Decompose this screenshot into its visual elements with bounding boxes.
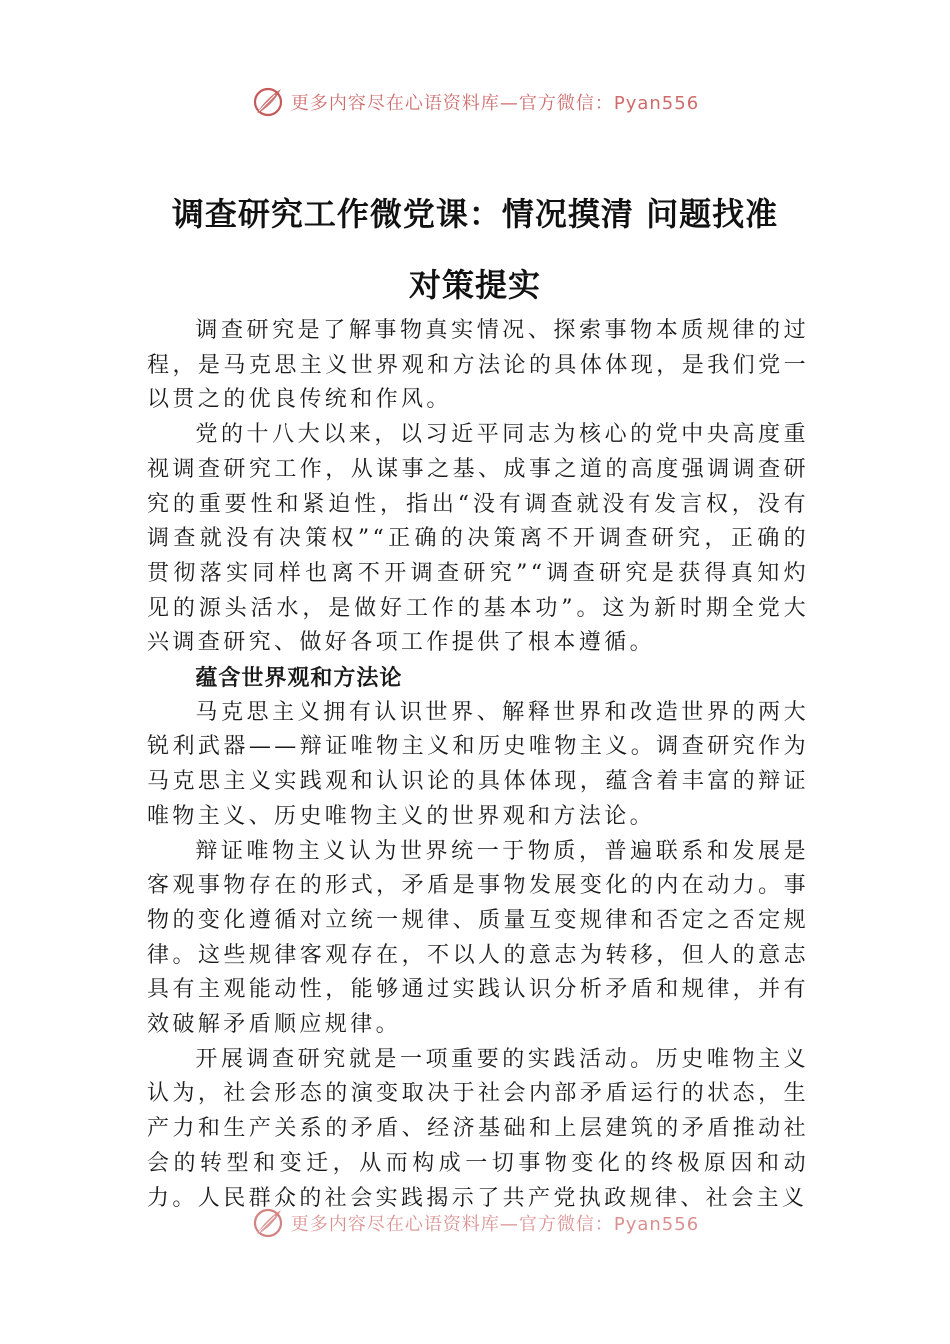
document-title-line-2: 对策提实 [408, 266, 541, 304]
document-title-line-1: 调查研究工作微党课：情况摸清 问题找准 [171, 195, 779, 233]
body-paragraph: 开展调查研究就是一项重要的实践活动。历史唯物主义认为，社会形态的演变取决于社会内部矛盾运行的状态，生产力和生产关系的矛盾、经济基础和上层建筑的矛盾推动社会的转型和变迁，从而构成一切事物变化的终极原因和动力。人民群众的社会实践揭示了共产党执政规律、社会主义 [147, 1046, 809, 1211]
quill-logo-icon [251, 1206, 285, 1240]
body-paragraph: 马克思主义拥有认识世界、解释世界和改造世界的两大锐利武器——辩证唯物主义和历史唯物主义。调查研究作为马克思主义实践观和认识论的具体体现，蕴含着丰富的辩证唯物主义、历史唯物主义的世界观和方法论。 [147, 699, 809, 829]
body-paragraph: 党的十八大以来，以习近平同志为核心的党中央高度重视调查研究工作，从谋事之基、成事之道的高度强调调查研究的重要性和紧迫性，指出“没有调查就没有发言权，没有调查就没有决策权”“正确的决策离不开调查研究，正确的贯彻落实同样也离不开调查研究”“调查研究是获得真知灼见的源头活水，是做好工作的基本功”。这为新时期全党大兴调查研究、做好各项工作提供了根本遵循。 [147, 422, 809, 656]
watermark-text: 更多内容尽在心语资料库—官方微信：Pyan556 [290, 93, 700, 114]
watermark-footer [0, 1203, 950, 1243]
watermark-text: 更多内容尽在心语资料库—官方微信：Pyan556 [290, 1214, 700, 1235]
quill-logo-icon [251, 85, 285, 119]
watermark-header [0, 82, 950, 122]
section-heading: 蕴含世界观和方法论 [195, 665, 403, 692]
body-paragraph: 调查研究是了解事物真实情况、探索事物本质规律的过程，是马克思主义世界观和方法论的具体体现，是我们党一以贯之的优良传统和作风。 [147, 318, 809, 413]
body-paragraph: 辩证唯物主义认为世界统一于物质，普遍联系和发展是客观事物存在的形式，矛盾是事物发展变化的内在动力。事物的变化遵循对立统一规律、质量互变规律和否定之否定规律。这些规律客观存在，不以人的意志为转移，但人的意志具有主观能动性，能够通过实践认识分析矛盾和规律，并有效破解矛盾顺应规律。 [147, 838, 809, 1038]
document-body [147, 314, 809, 1216]
